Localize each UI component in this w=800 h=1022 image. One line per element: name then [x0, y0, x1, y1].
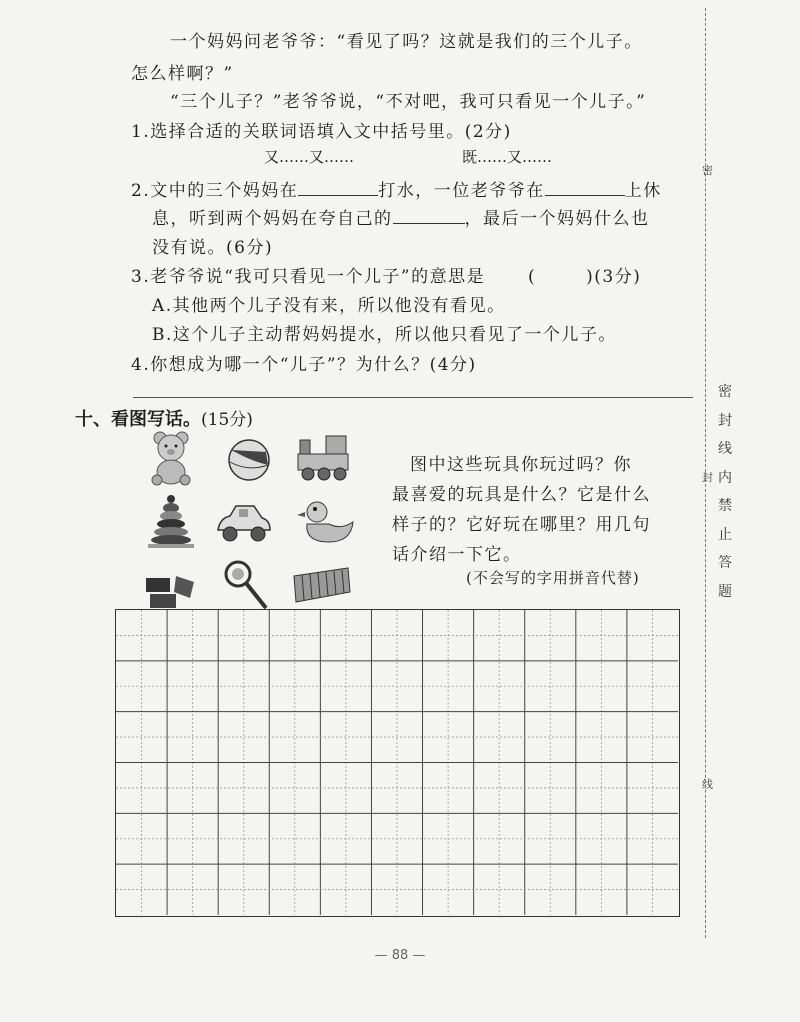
prompt-line-2: 最喜爱的玩具是什么？它是什么: [392, 485, 651, 505]
seal-char: 封: [718, 412, 732, 429]
ring-stacker-icon: [140, 494, 202, 550]
toy-train-icon: [292, 430, 354, 486]
toy-pictures: [140, 430, 360, 610]
q1-option-b: 既……又……: [462, 148, 553, 166]
q3-option-b: B.这个儿子主动帮妈妈提水，所以他只看见了一个儿子。: [152, 325, 617, 345]
seal-warning-text: [715, 378, 735, 606]
section-10-heading: [75, 405, 253, 431]
writing-grid[interactable]: [115, 609, 680, 917]
q4-answer-line[interactable]: [133, 397, 693, 398]
prompt-note: (不会写的字用拼音代替): [466, 569, 640, 587]
seal-char: 线: [718, 441, 732, 457]
section-10-score: (15分): [201, 410, 253, 430]
question-1: 1.选择合适的关联词语填入文中括号里。(2分): [131, 122, 512, 142]
seal-char: 题: [718, 583, 732, 600]
prompt-line-4: 话介绍一下它。: [392, 545, 522, 565]
q2-blank-1[interactable]: [298, 177, 378, 196]
story-line-3: “三个儿子？”老爷爷说，“不对吧，我可只看见一个儿子。”: [170, 92, 647, 112]
writing-grid-lines: [116, 610, 678, 915]
page-number: — 88 —: [374, 948, 426, 963]
rattle-icon: [218, 558, 280, 614]
q2-text-1: 2.文中的三个妈妈在: [131, 181, 299, 201]
seal-char: 密: [718, 384, 732, 400]
q3-option-a: A.其他两个儿子没有来，所以他没有看见。: [152, 296, 506, 316]
story-line-2: 怎么样啊？”: [131, 64, 234, 84]
binding-mark-top: 密: [702, 164, 713, 177]
q1-option-a: 又……又……: [264, 148, 355, 166]
question-3: 3.老爷爷说“我可只看见一个儿子”的意思是 ( )(3分): [131, 267, 642, 287]
seal-char: 禁: [718, 498, 732, 514]
teddy-bear-icon: [140, 430, 202, 486]
q3-text: 3.老爷爷说“我可只看见一个儿子”的意思是: [131, 267, 486, 287]
q2-text-2: 打水，一位老爷爷在: [378, 181, 545, 201]
q2-blank-3[interactable]: [393, 205, 465, 224]
prompt-line-3: 样子的？它好玩在哪里？用几句: [392, 515, 651, 535]
seal-char: 内: [718, 469, 732, 486]
prompt-line-1: 图中这些玩具你玩过吗？你: [410, 455, 632, 475]
story-line-1: 一个妈妈问老爷爷：“看见了吗？这就是我们的三个儿子。: [170, 32, 643, 52]
building-blocks-icon: [140, 558, 202, 614]
question-2-line-3: 没有说。(6分): [152, 238, 274, 258]
q2-blank-2[interactable]: [545, 177, 625, 196]
toy-car-icon: [212, 496, 274, 552]
seal-char: 答: [718, 555, 732, 571]
xylophone-icon: [290, 558, 352, 614]
rubber-duck-icon: [295, 496, 357, 552]
binding-mark-bottom: 线: [702, 778, 713, 791]
binding-mark-middle: 封: [702, 471, 713, 484]
question-2-line-2: [152, 204, 650, 229]
question-2-line-1: [131, 176, 662, 201]
q3-score: (3分): [594, 267, 642, 287]
section-10-title: 十、看图写话。: [75, 409, 201, 430]
seal-char: 止: [718, 526, 732, 543]
beach-ball-icon: [218, 432, 280, 488]
q2-text-3: 上休: [624, 181, 662, 201]
q2-text-5: ，最后一个妈妈什么也: [464, 209, 650, 229]
question-4: 4.你想成为哪一个“儿子”？为什么？(4分): [131, 355, 477, 375]
q2-text-4: 息，听到两个妈妈在夸自己的: [152, 209, 393, 229]
